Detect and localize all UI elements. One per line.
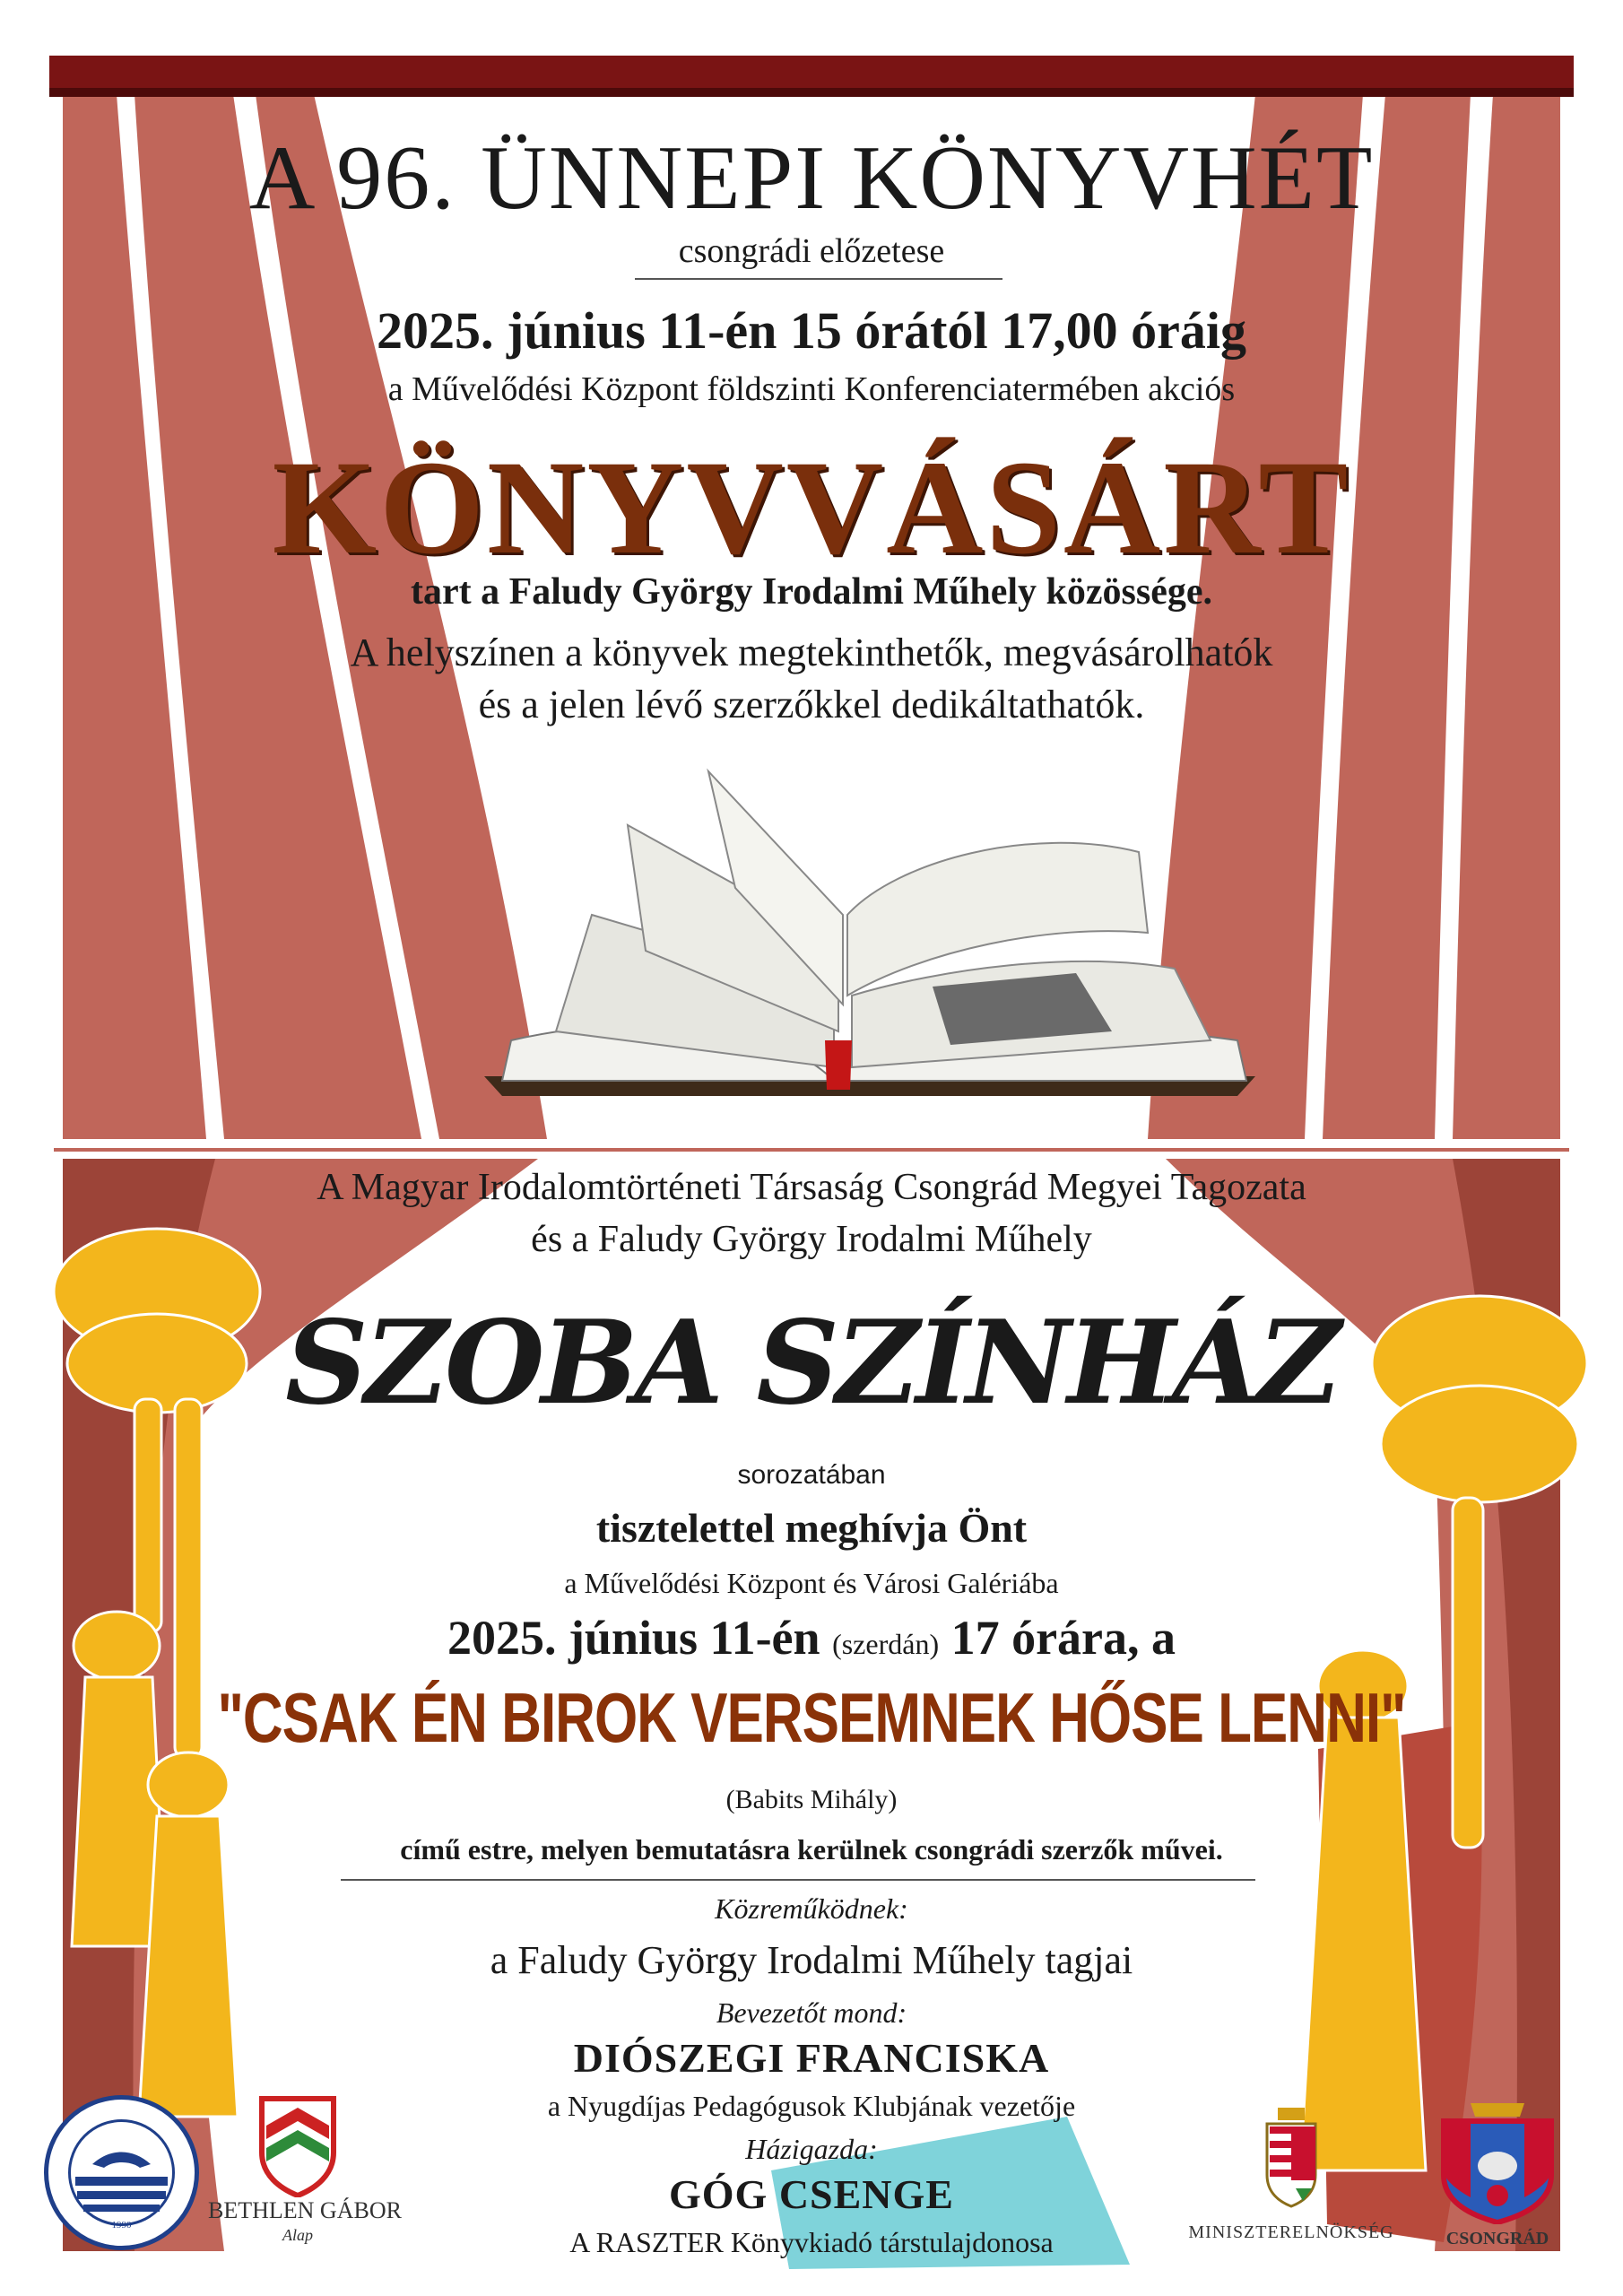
city-name: CSONGRÁD xyxy=(1445,2229,1549,2248)
book-fair-desc-2: és a jelen lévő szerzőkkel dedikáltathatók. xyxy=(478,683,1145,726)
ministry-logo xyxy=(1188,2090,1394,2260)
book-fair-host: tart a Faludy György Irodalmi Műhely közössége. xyxy=(410,571,1213,613)
csongrad-coat-of-arms-icon xyxy=(1408,2090,1587,2224)
host-role: A RASZTER Könyvkiadó társtulajdonosa xyxy=(569,2226,1054,2258)
contributors-value: a Faludy György Irodalmi Műhely tagjai xyxy=(490,1938,1133,1982)
introducer-role: a Nyugdíjas Pedagógusok Klubjának vezetője xyxy=(547,2090,1076,2122)
host-name: GÓG CSENGE xyxy=(668,2171,954,2217)
bethlen-gabor-shield-icon xyxy=(208,2090,387,2197)
valance-rod-shadow xyxy=(49,88,1574,97)
event-date xyxy=(0,1610,1623,1665)
book-fair-date: 2025. június 11-én 15 órától 17,00 óráig xyxy=(377,301,1246,360)
city-csongrad-logo xyxy=(1408,2090,1587,2260)
bethlen-gabor-logo xyxy=(208,2090,402,2260)
organizer-line-2: és a Faludy György Irodalmi Műhely xyxy=(531,1219,1092,1260)
event-date-day: (szerdán) xyxy=(832,1628,940,1660)
book-fair-desc-1: A helyszínen a könyvek megtekinthetők, megvásárolhatók xyxy=(350,631,1273,674)
event-subtitle: csongrádi előzetese xyxy=(678,232,945,270)
ministry-name: MINISZTERELNÖKSÉG xyxy=(1188,2222,1394,2242)
subtitle-divider xyxy=(635,278,1002,280)
society-seal-year: 1990 xyxy=(111,2220,132,2231)
series-name: SZOBA SZÍNHÁZ xyxy=(285,1296,1338,1431)
description-divider xyxy=(341,1879,1255,1881)
invitation-line: tisztelettel meghívja Önt xyxy=(595,1505,1028,1551)
hungarian-coat-of-arms-icon xyxy=(1188,2090,1394,2215)
event-title: A 96. ÜNNEPI KÖNYVHÉT xyxy=(248,127,1375,229)
host-label: Házigazda: xyxy=(745,2133,878,2165)
stage-line xyxy=(54,1148,1569,1152)
event-quote-title: "CSAK ÉN BIROK VERSEMNEK HŐSE LENNI" xyxy=(217,1680,1406,1758)
bethlen-gabor-sub: Alap xyxy=(282,2226,313,2244)
quote-author: (Babits Mihály) xyxy=(725,1785,898,1814)
book-fair-headline: KÖNYVVÁSÁRT xyxy=(272,433,1351,582)
series-suffix: sorozatában xyxy=(737,1460,886,1490)
introduction-label: Bevezetőt mond: xyxy=(716,1996,907,2029)
contributors-label: Közreműködnek: xyxy=(715,1892,908,1925)
society-seal-logo xyxy=(43,2094,200,2251)
event-date-main: 2025. június 11-én xyxy=(447,1611,820,1665)
event-date-tail: 17 órára, a xyxy=(950,1611,1176,1665)
bethlen-gabor-name: BETHLEN GÁBOR xyxy=(208,2197,402,2223)
organizer-line-1: A Magyar Irodalomtörténeti Társaság Csongrád Megyei Tagozata xyxy=(317,1167,1306,1208)
open-book-illustration xyxy=(484,771,1255,1096)
book-fair-venue: a Művelődési Központ földszinti Konferenciatermében akciós xyxy=(387,370,1236,408)
event-description: című estre, melyen bemutatásra kerülnek csongrádi szerzők művei. xyxy=(400,1833,1223,1866)
introducer-name: DIÓSZEGI FRANCISKA xyxy=(573,2035,1050,2081)
event-venue: a Művelődési Központ és Városi Galériába xyxy=(564,1567,1059,1599)
